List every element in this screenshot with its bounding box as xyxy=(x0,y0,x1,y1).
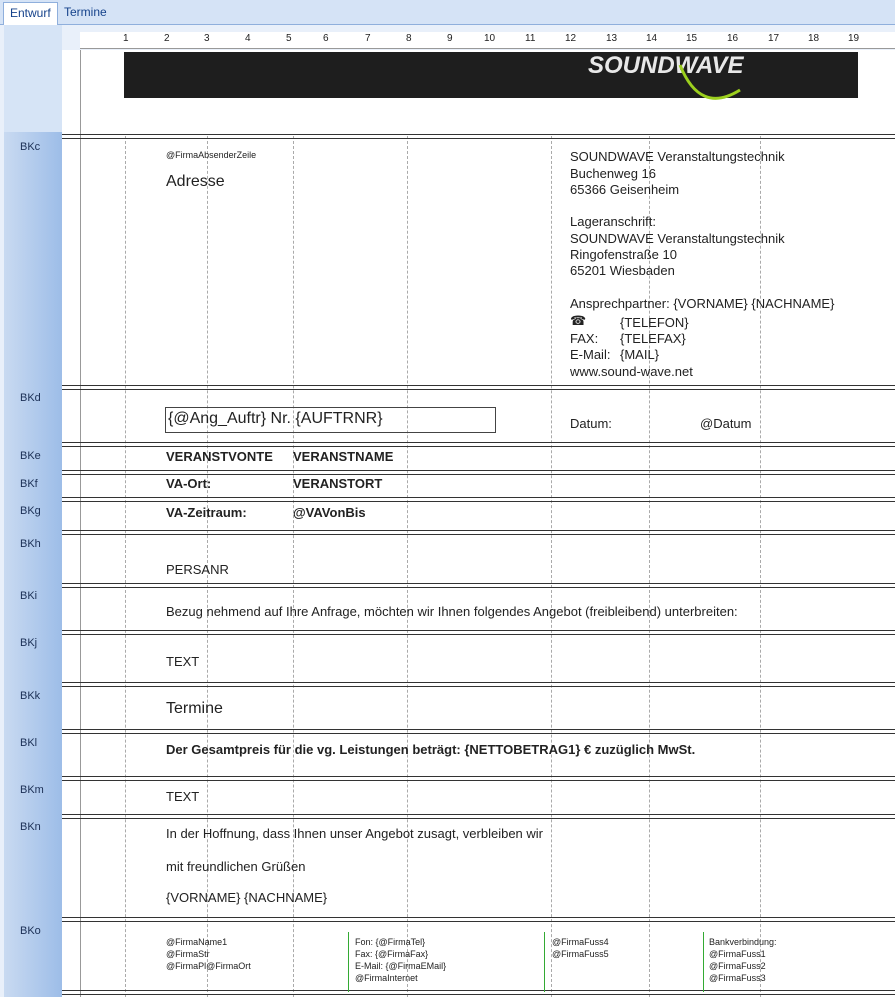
company-line[interactable]: SOUNDWAVE Veranstaltungstechnik xyxy=(570,149,785,164)
tab-termine[interactable]: Termine xyxy=(64,5,107,19)
phone-field[interactable]: {TELEFON} xyxy=(620,315,689,330)
band-separator xyxy=(62,583,895,588)
band-label-bkk[interactable]: BKk xyxy=(20,690,41,702)
company-line[interactable]: Ringofenstraße 10 xyxy=(570,247,677,262)
column-divider xyxy=(348,932,349,992)
band-separator xyxy=(62,497,895,502)
order-title: {@Ang_Auftr} Nr. {AUFTRNR} xyxy=(168,410,383,427)
footer-field[interactable]: @FirmaInternet xyxy=(355,973,418,983)
tab-entwurf[interactable]: Entwurf xyxy=(3,2,58,25)
logo: SOUNDWAVE xyxy=(588,52,744,79)
termine-subreport[interactable]: Termine xyxy=(166,700,223,717)
ruler-number: 9 xyxy=(447,33,453,44)
text-field-2[interactable]: TEXT xyxy=(166,789,200,804)
absender-field[interactable]: @FirmaAbsenderZeile xyxy=(166,150,257,160)
ruler-number: 15 xyxy=(686,33,698,44)
band-separator xyxy=(62,470,895,475)
band-label-bki[interactable]: BKi xyxy=(20,590,38,602)
total-price-text[interactable]: Der Gesamtpreis für die vg. Leistungen beträgt: {NETTOBETRAG1} € zuzüglich MwSt. xyxy=(166,742,696,757)
band-label-bkj[interactable]: BKj xyxy=(20,637,38,649)
band-label-bkl[interactable]: BKl xyxy=(20,737,38,749)
company-line[interactable]: Buchenweg 16 xyxy=(570,166,657,181)
ruler-number: 4 xyxy=(245,33,251,44)
band-separator xyxy=(62,729,895,734)
band-separator xyxy=(62,682,895,687)
guide-line xyxy=(551,136,552,997)
company-line[interactable]: 65201 Wiesbaden xyxy=(570,263,675,278)
footer-field[interactable]: @FirmaFuss3 xyxy=(709,973,766,983)
band-separator xyxy=(62,134,895,139)
band-label-bkg[interactable]: BKg xyxy=(20,505,41,517)
band-label-bkn[interactable]: BKn xyxy=(20,821,41,833)
logo-banner[interactable] xyxy=(124,52,858,98)
footer-field[interactable]: @FirmaFuss2 xyxy=(709,961,766,971)
datum-label[interactable]: Datum: xyxy=(570,416,612,431)
event-location-field[interactable]: VERANSTORT xyxy=(293,476,383,491)
ruler-number: 8 xyxy=(406,33,412,44)
footer-field[interactable]: Bankverbindung: xyxy=(709,937,777,947)
ruler-number: 2 xyxy=(164,33,170,44)
guide-line xyxy=(760,136,761,997)
footer-field[interactable]: Fon: {@FirmaTel} xyxy=(355,937,426,947)
column-divider xyxy=(544,932,545,992)
footer-field[interactable]: @FirmaFuss1 xyxy=(709,949,766,959)
datum-field[interactable]: @Datum xyxy=(700,416,752,431)
event-period-label[interactable]: VA-Zeitraum: xyxy=(166,505,247,520)
band-label-bkf[interactable]: BKf xyxy=(20,478,38,490)
company-line[interactable]: 65366 Geisenheim xyxy=(570,182,680,197)
email-field[interactable]: {MAIL} xyxy=(620,347,660,362)
ruler-number: 1 xyxy=(123,33,129,44)
intro-text[interactable]: Bezug nehmend auf Ihre Anfrage, möchten wir Ihnen folgendes Angebot (freibleibend) unterbreiten: xyxy=(166,604,738,619)
ruler-number: 17 xyxy=(768,33,780,44)
band-separator xyxy=(62,530,895,535)
guide-line xyxy=(125,136,126,997)
address-field[interactable]: Adresse xyxy=(166,173,225,190)
ruler-number: 11 xyxy=(525,33,536,44)
event-location-label[interactable]: VA-Ort: xyxy=(166,476,212,491)
band-label-bko[interactable]: BKo xyxy=(20,925,41,937)
ruler-number: 6 xyxy=(323,33,329,44)
ruler-number: 14 xyxy=(646,33,658,44)
band-separator xyxy=(62,917,895,922)
ruler-number: 10 xyxy=(484,33,496,44)
band-separator xyxy=(62,442,895,447)
band-separator xyxy=(62,990,895,995)
ruler-number: 12 xyxy=(565,33,577,44)
band-label-bkm[interactable]: BKm xyxy=(20,784,44,796)
company-line[interactable]: SOUNDWAVE Veranstaltungstechnik xyxy=(570,231,785,246)
footer-field[interactable]: Fax: {@FirmaFax} xyxy=(355,949,429,959)
footer-field[interactable]: @FirmaStr xyxy=(166,949,210,959)
email-label: E-Mail: xyxy=(570,347,611,362)
band-separator xyxy=(62,776,895,781)
ruler-number: 5 xyxy=(286,33,292,44)
band-separator xyxy=(62,385,895,390)
fax-field[interactable]: {TELEFAX} xyxy=(620,331,686,346)
band-separator xyxy=(62,814,895,819)
website-field[interactable]: www.sound-wave.net xyxy=(570,364,693,379)
band-label-bke[interactable]: BKe xyxy=(20,450,41,462)
vertical-ruler[interactable] xyxy=(62,50,81,997)
guide-line xyxy=(407,136,408,997)
horizontal-ruler[interactable] xyxy=(80,32,895,49)
column-divider xyxy=(703,932,704,992)
ruler-number: 18 xyxy=(808,33,820,44)
band-separator xyxy=(62,630,895,635)
footer-field[interactable]: @FirmaFuss5 xyxy=(552,949,609,959)
ruler-number: 16 xyxy=(727,33,739,44)
signature-field[interactable]: {VORNAME} {NACHNAME} xyxy=(166,890,328,905)
event-vonte-label[interactable]: VERANSTVONTE xyxy=(166,449,273,464)
persanr-field[interactable]: PERSANR xyxy=(166,562,229,577)
closing-line[interactable]: In der Hoffnung, dass Ihnen unser Angebot zusagt, verbleiben wir xyxy=(166,826,544,841)
event-period-field[interactable]: @VAVonBis xyxy=(293,505,366,520)
phone-icon: ☎ xyxy=(570,313,587,328)
band-label-bkc[interactable]: BKc xyxy=(20,141,41,153)
event-name-field[interactable]: VERANSTNAME xyxy=(293,449,394,464)
closing-line[interactable]: mit freundlichen Grüßen xyxy=(166,859,306,874)
logo-swoosh-icon xyxy=(675,60,745,116)
band-label-bkh[interactable]: BKh xyxy=(20,538,41,550)
footer-field[interactable]: @FirmaFuss4 xyxy=(552,937,609,947)
contact-person[interactable]: Ansprechpartner: {VORNAME} {NACHNAME} xyxy=(570,296,835,311)
report-canvas[interactable] xyxy=(81,50,895,997)
band-label-bkd[interactable]: BKd xyxy=(20,392,41,404)
text-field-1[interactable]: TEXT xyxy=(166,654,200,669)
tab-bar xyxy=(0,0,895,25)
ruler-number: 3 xyxy=(204,33,210,44)
ruler-number: 19 xyxy=(848,33,860,44)
footer-field[interactable]: @FirmaName1 xyxy=(166,937,228,947)
fax-label: FAX: xyxy=(570,331,599,346)
ruler-number: 13 xyxy=(606,33,618,44)
ruler-number: 7 xyxy=(365,33,371,44)
footer-field[interactable]: @FirmaPl@FirmaOrt xyxy=(166,961,251,971)
company-line[interactable]: Lageranschrift: xyxy=(570,214,656,229)
footer-field[interactable]: E-Mail: {@FirmaEMail} xyxy=(355,961,447,971)
